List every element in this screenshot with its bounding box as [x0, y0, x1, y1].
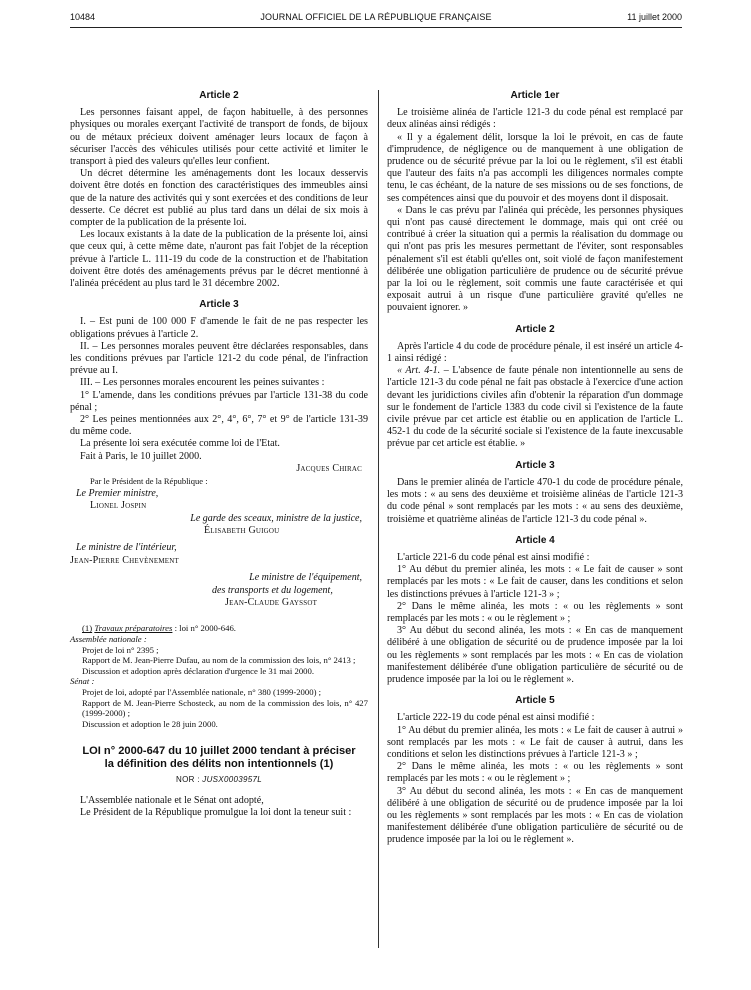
travaux-label: Travaux préparatoires: [94, 623, 173, 634]
article-heading: Article 2: [199, 90, 239, 101]
paragraph: Les locaux existants à la date de la publication de la présente loi, ainsi que ceux qui, à cette même date, n'auront pas fait l'objet de la réception prévue à l'article L. 111-19 du code de la construction et de l'habitation doivent être dotés des aménagements prévus par le décret mentionné à l'alinéa précédent au plus tard le 31 décembre 2002.: [70, 229, 368, 290]
paragraph: La présente loi sera exécutée comme loi de l'Etat.: [80, 438, 280, 450]
page-number: 10484: [70, 12, 96, 22]
article-ref: « Art. 4-1.: [397, 365, 441, 377]
paragraph: L'article 222-19 du code pénal est ainsi modifié :: [397, 712, 595, 724]
signature-block: [70, 463, 368, 609]
journal-title: JOURNAL OFFICIEL DE LA RÉPUBLIQUE FRANÇAISE: [260, 12, 492, 22]
signatory-title: Le garde des sceaux, ministre de la justice,: [190, 512, 362, 524]
paragraph: L'article 221-6 du code pénal est ainsi modifié :: [397, 551, 590, 563]
footnote-line: Discussion et adoption le 28 juin 2000.: [82, 718, 218, 729]
signatory-title: des transports et du logement,: [212, 584, 333, 596]
signatory-president: Jacques Chirac: [296, 462, 362, 474]
paragraph: Le Président de la République promulgue la loi dont la teneur suit :: [80, 806, 352, 818]
issue-date: 11 juillet 2000: [627, 12, 682, 22]
column-divider: [378, 90, 379, 948]
footnote-line: Projet de loi, adopté par l'Assemblée nationale, n° 380 (1999-2000) ;: [82, 686, 322, 697]
paragraph: « Art. 4-1. – L'absence de faute pénale non intentionnelle au sens de l'article 121-3 du code pénal ne fait pas obstacle à l'exercice d'une action devant les juridictions civiles afin d'obtenir la réparation d'un dommage sur le fondement de l'article 1383 du code civil si l'existence de la faute civile prévue par cet article est établie ou en application de l'article L. 452-1 du code de la sécurité sociale si l'existence de la faute inexcusable prévue par cet article est établie. »: [387, 365, 684, 450]
article-heading: Article 3: [199, 299, 239, 311]
paragraph: Le troisième alinéa de l'article 121-3 du code pénal est remplacé par deux alinéas ainsi rédigés :: [387, 107, 683, 131]
article-heading: Article 1er: [510, 90, 560, 101]
signatory-title: Le ministre de l'équipement,: [249, 572, 362, 584]
signatory-name: Lionel Jospin: [90, 500, 147, 512]
paragraph: 1° Au début du premier alinéa, les mots : « Le fait de causer à autrui » sont remplacés par les mots : « Le fait de causer à autrui, dans les conditions et selon les distinctions prévues à l'article 121-3 » ;: [387, 724, 683, 760]
signatory-name: Jean-Claude Gayssot: [225, 596, 318, 608]
paragraph: 1° Au début du premier alinéa, les mots : « Le fait de causer » sont remplacés par les mots : « Le fait de causer, dans les conditions et selon les distinctions prévues à l'article 121-3 » ;: [387, 564, 683, 600]
nor-label: NOR :: [176, 775, 200, 785]
paragraph: 2° Les peines mentionnées aux 2°, 4°, 6°, 7° et 9° de l'article 131-39 du même code.: [70, 414, 368, 438]
right-column: [387, 90, 683, 847]
paragraph: I. – Est puni de 100 000 F d'amende le fait de ne pas respecter les obligations prévues à l'article 2.: [70, 316, 368, 340]
footnote-line: Discussion et adoption après déclaration d'urgence le 31 mai 2000.: [82, 665, 315, 676]
paragraph: II. – Les personnes morales peuvent être déclarées responsables, dans les conditions prévues par l'article 121-2 du code pénal, de l'infraction prévue au I.: [70, 340, 368, 377]
law-title: LOI n° 2000-647 du 10 juillet 2000 tendant à préciser la définition des délits non intentionnels (1): [82, 745, 356, 771]
paragraph: 2° Dans le même alinéa, les mots : « ou les règlements » sont remplacés par les mots : « ou le règlement » ;: [387, 600, 683, 624]
footnote-line: Rapport de M. Jean-Pierre Schosteck, au nom de la commission des lois, n° 427 (1999-2000) ;: [82, 697, 368, 719]
paragraph: 2° Dans le même alinéa, les mots : « ou les règlements » sont remplacés par les mots : « ou le règlement » ;: [387, 761, 683, 785]
signatory-title: Le ministre de l'intérieur,: [76, 542, 177, 554]
paragraph: L'Assemblée nationale et le Sénat ont adopté,: [80, 794, 264, 806]
paragraph: Après l'article 4 du code de procédure pénale, il est inséré un article 4-1 ainsi rédigé :: [387, 340, 683, 365]
paragraph: Dans le premier alinéa de l'article 470-1 du code de procédure pénale, les mots : « au sens des deuxième et troisième alinéas de l'article 121-3 du code pénal » sont remplacés par les mots : « au sens des deuxième, troisième et quatrième alinéas de l'article 121-3 du code pénal ».: [387, 476, 683, 525]
article-heading: Article 5: [515, 695, 555, 707]
article-heading: Article 2: [515, 323, 555, 335]
article-heading: Article 4: [515, 534, 555, 546]
paragraph: Fait à Paris, le 10 juillet 2000.: [80, 450, 202, 462]
article-heading: Article 3: [515, 459, 555, 471]
paragraph: 3° Au début du second alinéa, les mots : « En cas de manquement délibéré à une obligation de sécurité ou de prudence imposée par la loi ou les règlements » sont remplacés par les mots : « En cas de violation manifestement délibérée d'une obligation particulière de sécurité ou de prudence imposée par la loi ou le règlement ».: [387, 625, 683, 685]
paragraph: Un décret détermine les aménagements dont les locaux desservis doivent être dotés en fonction des caractéristiques des immeubles ainsi que de la nature des activités qui y sont exercées et des conditions de leur desserte. Ce décret est publié au plus tard dans un délai de six mois à compter de la publication de la présente loi.: [70, 168, 368, 229]
paragraph: III. – Les personnes morales encourent les peines suivantes :: [80, 377, 325, 389]
nor-value: JUSX0003957L: [202, 775, 262, 785]
footnote-travaux: (1) Travaux préparatoires : loi n° 2000-646.: [82, 623, 236, 634]
paragraph: 1° L'amende, dans les conditions prévues par l'article 131-38 du code pénal ;: [70, 389, 368, 413]
footnote-line: Projet de loi n° 2395 ;: [82, 644, 159, 655]
footnote-line: Rapport de M. Jean-Pierre Dufau, au nom de la commission des lois, n° 2413 ;: [82, 655, 356, 666]
paragraph: « Dans le cas prévu par l'alinéa qui précède, les personnes physiques qui n'ont pas causé directement le dommage, mais qui ont créé ou contribué à créer la situation qui a permis la réalisation du dommage ou qui n'ont pas pris les mesures permettant de l'éviter, sont responsables pénalement s'il est établi qu'elles ont, soit violé de façon manifestement délibérée une obligation particulière de prudence ou de sécurité prévue par la loi ou le règlement, soit commis une faute caractérisée et qui exposait autrui à un risque d'une particulière gravité qu'elles ne pouvaient ignorer. »: [387, 204, 683, 314]
paragraph: Les personnes faisant appel, de façon habituelle, à des personnes physiques ou morales exerçant l'activité de transport de fonds, de bijoux ou de métaux précieux doivent aménager leurs locaux de façon à sécuriser l'accès des véhicules utilisés pour cette activité et limiter le transport à pied des valeurs qu'elles leur confient.: [70, 107, 368, 168]
footnote-heading: Sénat :: [70, 676, 95, 687]
header-rule: [70, 27, 682, 28]
signatory-title: Le Premier ministre,: [76, 487, 159, 499]
paragraph: « Il y a également délit, lorsque la loi le prévoit, en cas de faute d'imprudence, de négligence ou de manquement à une obligation de prudence ou de sécurité prévue par la loi ou le règlement, s'il est établi que l'auteur des faits n'a pas accompli les diligences normales compte tenu, le cas échéant, de la nature de ses missions ou de ses fonctions, de ses compétences ainsi que du pouvoir et des moyens dont il disposait.: [387, 131, 683, 204]
footnote-heading: Assemblée nationale :: [70, 633, 147, 644]
signatory-name: Jean-Pierre Chevènement: [70, 554, 179, 566]
page-header: [70, 12, 682, 26]
paragraph: 3° Au début du second alinéa, les mots : « En cas de manquement délibéré à une obligation de sécurité ou de prudence imposée par la loi ou les règlements » sont remplacés par les mots : « En cas de violation manifestement délibérée d'une obligation particulière de sécurité ou de prudence imposée par la loi ou le règlement ».: [387, 785, 683, 846]
by-the-president: Par le Président de la République :: [90, 476, 208, 487]
signatory-name: Élisabeth Guigou: [204, 524, 280, 536]
left-column: [70, 90, 368, 819]
nor-reference: [70, 774, 368, 786]
footnotes: [70, 623, 368, 729]
